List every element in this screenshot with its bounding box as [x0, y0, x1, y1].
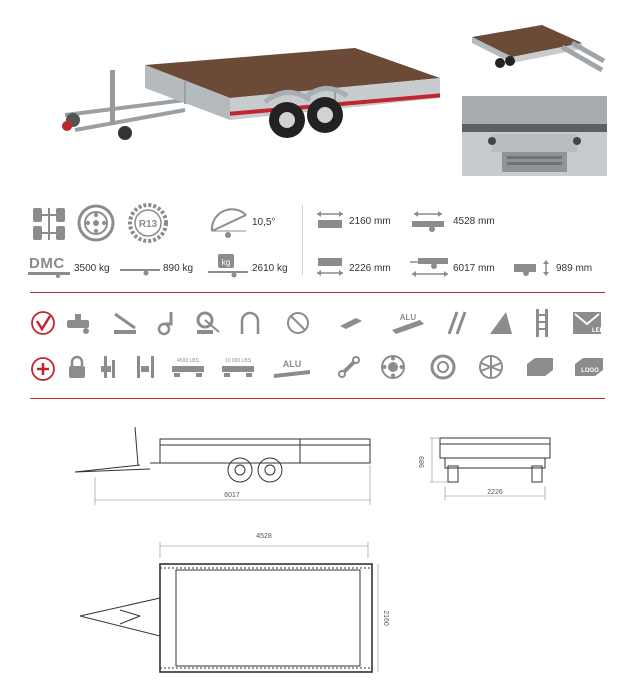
plus-icon [30, 356, 56, 382]
prop-stand-icon [97, 354, 123, 380]
block-icon [525, 354, 555, 380]
tilt-angle-icon [208, 203, 250, 241]
front-height-label: 989 [419, 456, 426, 468]
outer-length-value: 6017 mm [453, 263, 495, 274]
lights-icon [443, 310, 469, 336]
axle-4500-label: 4500 LBS [177, 358, 199, 364]
top-length-label: 4528 [256, 533, 272, 540]
divider-bottom [30, 398, 605, 399]
trailer-ramps-photo [462, 15, 607, 85]
front-view-drawing [400, 428, 565, 508]
dmc-value: 3500 kg [74, 263, 110, 274]
shock-absorber-icon [336, 354, 362, 380]
payload-icon-text: kg [221, 258, 231, 267]
spec-divider [302, 205, 303, 275]
ladder-icon [534, 308, 550, 338]
hoop-icon [237, 310, 263, 336]
top-view-drawing [70, 528, 390, 678]
ramp-holder-detail-photo [462, 96, 607, 176]
bearing-icon [380, 354, 406, 380]
unladen-weight-icon [120, 264, 160, 276]
payload-icon [208, 252, 248, 278]
alu-icon [390, 310, 426, 336]
tire-size-icon [128, 203, 168, 243]
front-width-label: 2226 [487, 489, 503, 496]
no-rust-icon [285, 310, 311, 336]
led-icon [572, 310, 602, 336]
check-icon [30, 310, 56, 336]
board-icon [338, 310, 364, 336]
jockey-wheel-icon [65, 310, 91, 336]
dmc-label: DMC [29, 255, 65, 272]
alu-side-icon [272, 356, 312, 382]
alu-side-label: ALU [282, 359, 302, 369]
inner-length-icon [410, 210, 446, 232]
divider-top [30, 292, 605, 293]
inner-length-value: 4528 mm [453, 216, 495, 227]
axle-10000-icon [220, 356, 256, 382]
support-leg-icon [155, 310, 181, 336]
axle-4500-icon [170, 356, 206, 382]
inner-width-value: 2160 mm [349, 216, 391, 227]
tire-size-label: R13 [138, 219, 158, 230]
outer-width-icon [315, 256, 345, 278]
tilt-angle-value: 10,5° [252, 217, 276, 228]
led-label: LED [592, 328, 604, 334]
prop-stand-pair-icon [133, 354, 159, 380]
trailer-main-photo [55, 20, 450, 155]
lock-icon [64, 354, 90, 380]
payload-value: 2610 kg [252, 263, 288, 274]
side-length-label: 6017 [224, 492, 240, 499]
side-view-drawing [70, 425, 380, 510]
outer-length-icon [410, 256, 450, 278]
axle-layout-icon [30, 205, 68, 243]
rim-spec-icon [77, 204, 115, 242]
alu-label: ALU [399, 313, 417, 322]
logo-label: LOGO [581, 368, 599, 374]
rim-icon [478, 354, 504, 380]
winch-icon [195, 310, 221, 336]
inner-width-icon [315, 210, 345, 232]
logo-plate-icon [573, 354, 605, 380]
unladen-weight-value: 890 kg [163, 263, 194, 274]
outer-width-value: 2226 mm [349, 263, 391, 274]
dmc-weight-icon [28, 270, 70, 278]
tilt-icon [112, 310, 138, 336]
axle-10000-label: 10 000 LBS [224, 358, 252, 364]
tire-icon [430, 354, 456, 380]
top-width-label: 2160 [382, 610, 389, 626]
ramp-icon [488, 310, 514, 336]
height-icon [512, 259, 554, 277]
height-value: 989 mm [556, 263, 593, 274]
